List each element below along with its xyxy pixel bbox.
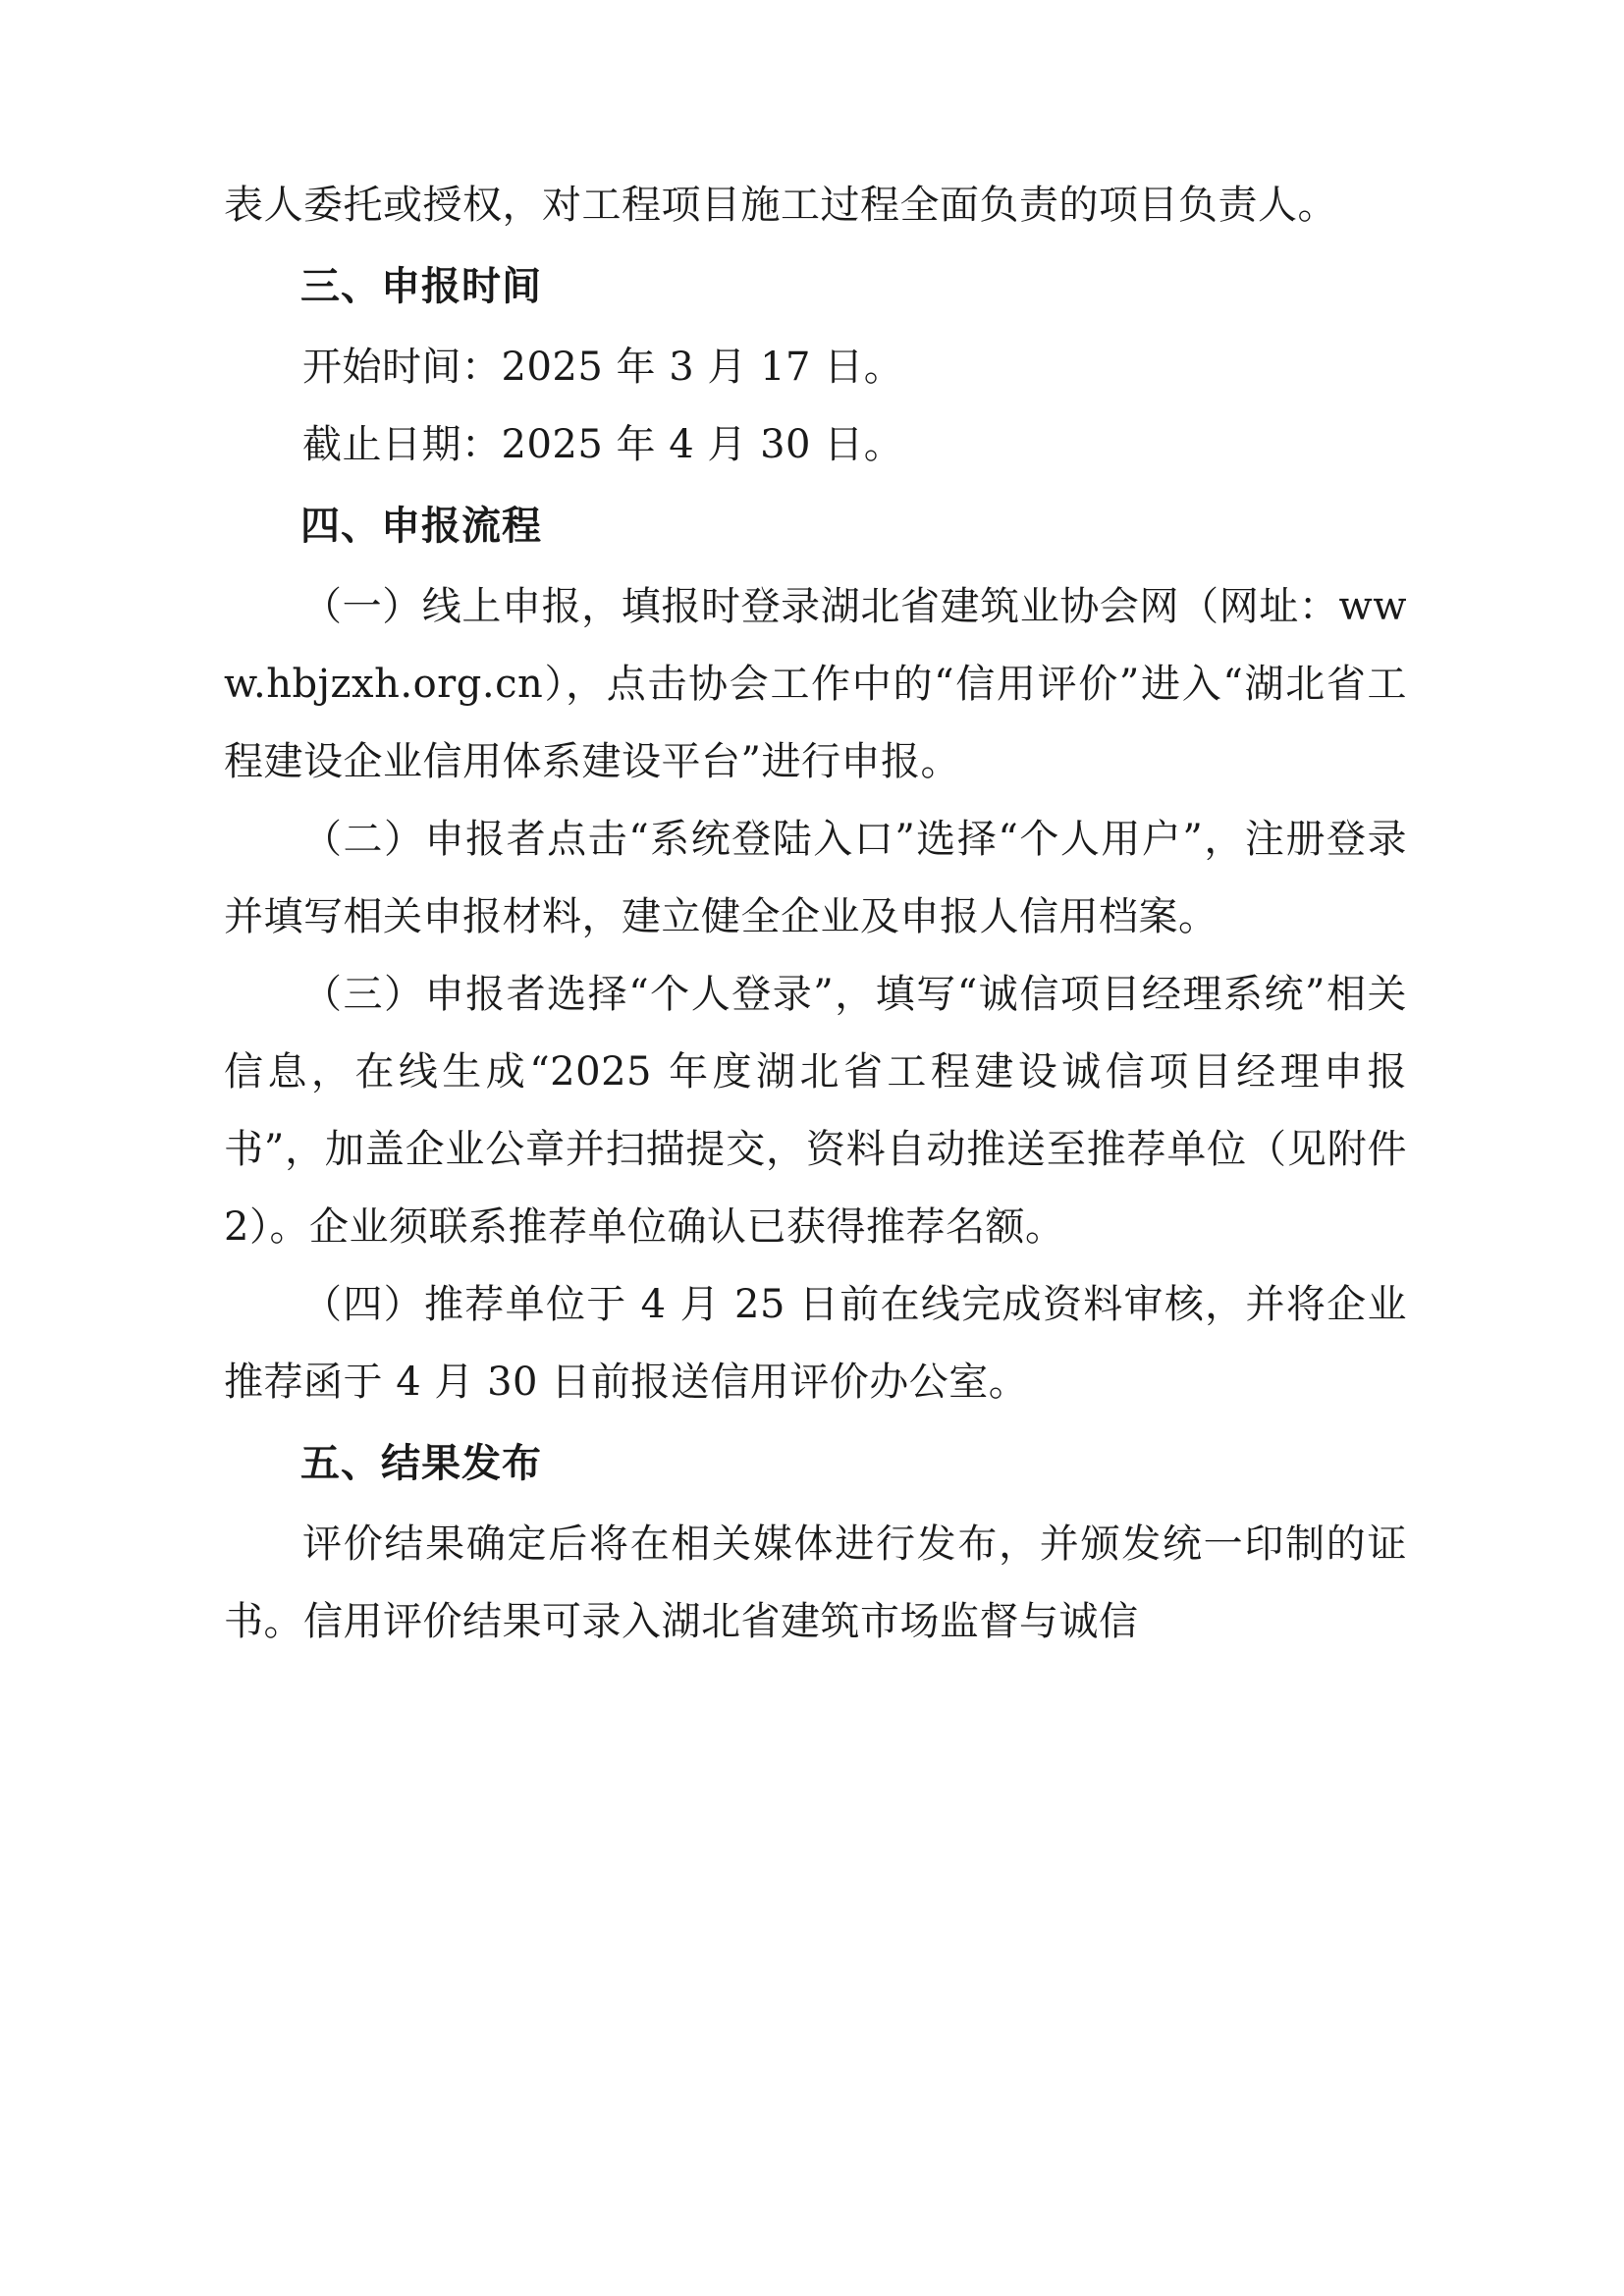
paragraph-result-publication: 评价结果确定后将在相关媒体进行发布，并颁发统一印制的证书。信用评价结果可录入湖北省建筑市场监督与诚信: [224, 1522, 1407, 1644]
paragraph-continued-definition: 表人委托或授权，对工程项目施工过程全面负责的项目负责人。: [224, 183, 1337, 228]
paragraph-step-four: （四）推荐单位于 4 月 25 日前在线完成资料审核，并将企业推荐函于 4 月 30 日前报送信用评价办公室。: [224, 1282, 1407, 1405]
heading-section-five: 五、结果发布: [300, 1441, 542, 1486]
paragraph-end-time: 截止日期：2025 年 4 月 30 日。: [302, 422, 904, 467]
heading-section-three: 三、申报时间: [300, 264, 542, 309]
document-body: [224, 167, 1407, 1661]
paragraph-step-two: （二）申报者点击“系统登陆入口”选择“个人用户”，注册登录并填写相关申报材料，建立健全企业及申报人信用档案。: [224, 817, 1407, 939]
paragraph-step-one: （一）线上申报，填报时登录湖北省建筑业协会网（网址：www.hbjzxh.org.cn），点击协会工作中的“信用评价”进入“湖北省工程建设企业信用体系建设平台”进行申报。: [224, 584, 1407, 784]
paragraph-step-three: （三）申报者选择“个人登录”，填写“诚信项目经理系统”相关信息，在线生成“2025 年度湖北省工程建设诚信项目经理申报书”，加盖企业公章并扫描提交，资料自动推送至推荐单位（见附件 2）。企业须联系推荐单位确认已获得推荐名额。: [224, 972, 1407, 1250]
heading-section-four: 四、申报流程: [300, 504, 542, 549]
paragraph-start-time: 开始时间：2025 年 3 月 17 日。: [302, 345, 904, 390]
